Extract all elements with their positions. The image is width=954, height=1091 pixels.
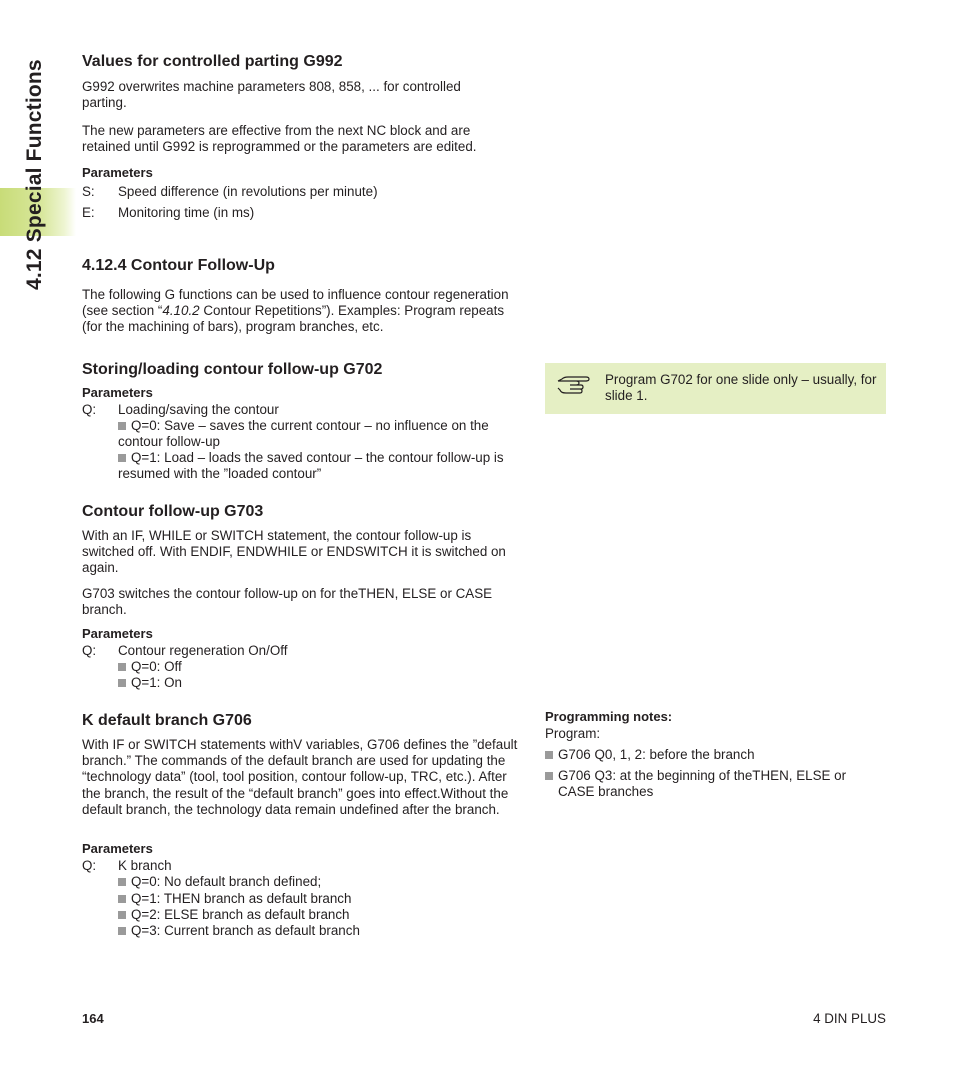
square-bullet-icon	[118, 454, 126, 462]
note-text: Program G702 for one slide only – usually, for slide 1.	[605, 372, 877, 404]
square-bullet-icon	[118, 878, 126, 886]
chapter-footer: 4 DIN PLUS	[813, 1011, 886, 1026]
g703-option: Q=1: On	[118, 675, 182, 691]
g702-option-0: Q=0: Save – saves the current contour – no influence on the contour follow-up	[118, 418, 489, 450]
g992-para2: The new parameters are effective from the next NC block and are retained until G992 is reprogrammed or the parameters are edited.	[82, 123, 477, 155]
square-bullet-icon	[118, 911, 126, 919]
g703-params-label: Parameters	[82, 626, 153, 641]
g706-option: Q=1: THEN branch as default branch	[118, 891, 351, 907]
g992-heading: Values for controlled parting G992	[82, 53, 343, 70]
g706-option: Q=0: No default branch defined;	[118, 874, 321, 890]
g702-heading: Storing/loading contour follow-up G702	[82, 361, 383, 378]
programming-notes-sub: Program:	[545, 726, 601, 741]
square-bullet-icon	[545, 751, 553, 759]
square-bullet-icon	[118, 422, 126, 430]
pointing-hand-icon	[556, 372, 592, 401]
param-key: Q:	[82, 643, 97, 658]
param-desc: K branch	[118, 858, 172, 873]
param-key: S:	[82, 184, 95, 199]
g703-para2: G703 switches the contour follow-up on for theTHEN, ELSE or CASE branch.	[82, 586, 493, 618]
param-key: Q:	[82, 402, 97, 417]
g706-option: Q=3: Current branch as default branch	[118, 923, 360, 939]
programming-notes-label: Programming notes:	[545, 709, 673, 724]
param-desc: Speed difference (in revolutions per minute)	[118, 184, 378, 199]
g992-para1: G992 overwrites machine parameters 808, 858, ... for controlled parting.	[82, 79, 461, 111]
square-bullet-icon	[118, 927, 126, 935]
g706-heading: K default branch G706	[82, 712, 252, 729]
square-bullet-icon	[118, 895, 126, 903]
g703-para1: With an IF, WHILE or SWITCH statement, the contour follow-up is switched off. With ENDIF, ENDWHILE or ENDSWITCH it is switched on again.	[82, 528, 506, 576]
g706-para: With IF or SWITCH statements withV variables, G706 defines the ”default branch.” The commands of the default branch are used for updating the “technology data” (tool, tool position, contour follow-up, TRC, etc.). After the branch, the result of the “default branch” goes into effect.Without the default branch, the technology data remain undefined after the branch.	[82, 737, 518, 817]
note-box	[545, 363, 886, 414]
param-desc: Loading/saving the contour	[118, 402, 279, 417]
section-heading: 4.12.4 Contour Follow-Up	[82, 257, 275, 274]
g706-params-label: Parameters	[82, 841, 153, 856]
param-key: Q:	[82, 858, 97, 873]
g702-option-1: Q=1: Load – loads the saved contour – the contour follow-up is resumed with the ”loaded contour”	[118, 450, 504, 482]
g706-option: Q=2: ELSE branch as default branch	[118, 907, 349, 923]
section-reference: 4.10.2	[162, 303, 200, 319]
param-desc: Contour regeneration On/Off	[118, 643, 288, 658]
followup-para: The following G functions can be used to influence contour regeneration (see section “4.10.2 Contour Repetitions”). Examples: Program repeats (for the machining of bars), program branches, etc.	[82, 287, 509, 335]
square-bullet-icon	[118, 663, 126, 671]
g992-params-label: Parameters	[82, 165, 153, 180]
square-bullet-icon	[545, 772, 553, 780]
g702-params-label: Parameters	[82, 385, 153, 400]
g703-heading: Contour follow-up G703	[82, 503, 264, 520]
param-key: E:	[82, 205, 95, 220]
square-bullet-icon	[118, 679, 126, 687]
g703-option: Q=0: Off	[118, 659, 182, 675]
param-desc: Monitoring time (in ms)	[118, 205, 255, 220]
page-number: 164	[82, 1011, 104, 1026]
